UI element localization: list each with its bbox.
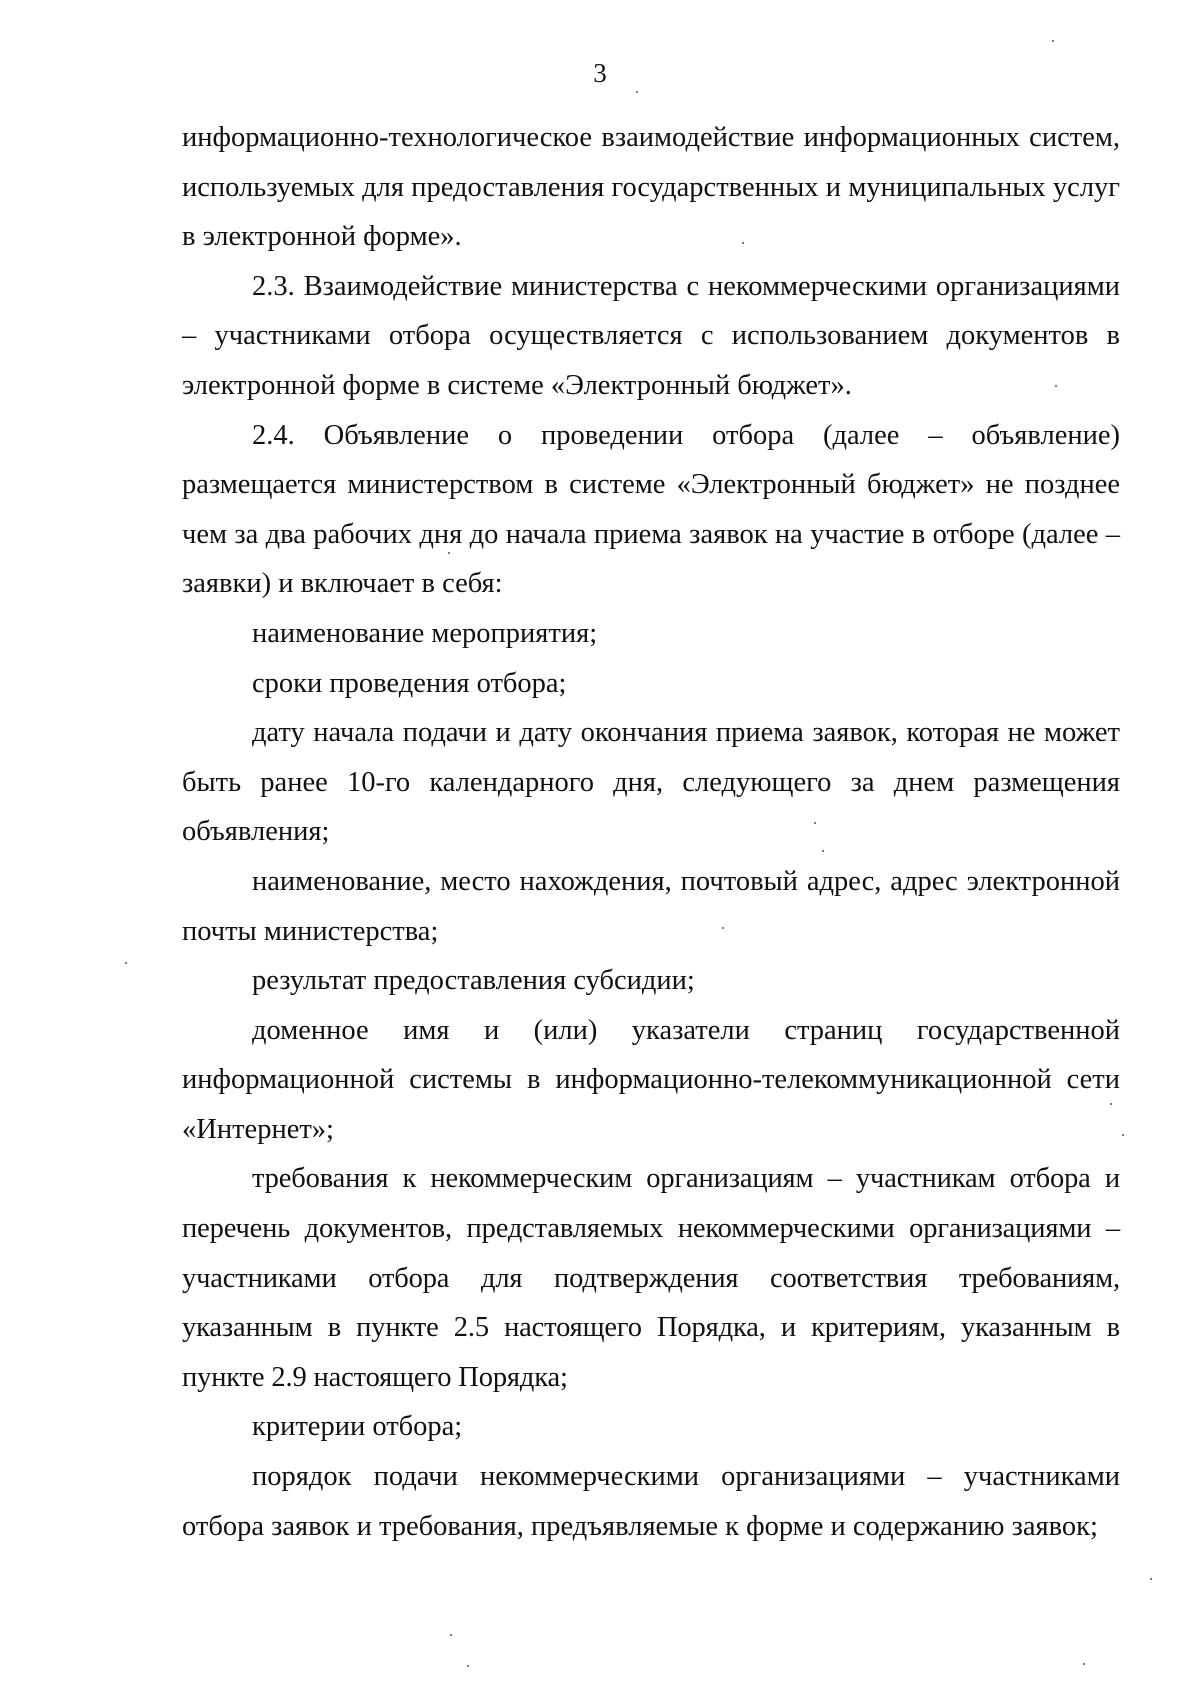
scan-speck bbox=[1122, 1134, 1124, 1136]
list-item-application-dates: дату начала подачи и дату окончания приема заявок, которая не может быть ранее 10-го календарного дня, следующего за днем размещения объявления; bbox=[182, 717, 1120, 848]
paragraph-continuation: информационно-технологическое взаимодействие информационных систем, используемых для предоставления государственных и муниципальных услуг в электронной форме». bbox=[182, 122, 1120, 253]
scan-speck bbox=[1055, 385, 1057, 387]
list-item-selection-dates: сроки проведения отбора; bbox=[252, 667, 567, 699]
scan-speck bbox=[822, 850, 824, 852]
scan-speck bbox=[125, 962, 127, 964]
list-item-ministry-contacts: наименование, место нахождения, почтовый адрес, адрес электронной почты министерства; bbox=[182, 865, 1120, 947]
list-item-participant-requirements: требования к некоммерческим организациям – участникам отбора и перечень документов, представляемых некоммерческими организациями – участниками отбора для подтверждения соответствия требованиям, указанным в пункте 2.5 настоящего Порядка, и критериям, указанным в пункте 2.9 настоящего Порядка; bbox=[182, 1163, 1120, 1393]
paragraph-2-3: 2.3. Взаимодействие министерства с некоммерческими организациями – участниками отбора осуществляется с использованием документов в электронной форме в системе «Электронный бюджет». bbox=[182, 270, 1120, 401]
scan-speck bbox=[1083, 1663, 1085, 1665]
scan-speck bbox=[722, 927, 724, 929]
page-number: 3 bbox=[593, 58, 607, 88]
scan-speck bbox=[450, 1634, 452, 1636]
scan-speck bbox=[1150, 1578, 1152, 1580]
list-item-subsidy-result: результат предоставления субсидии; bbox=[252, 965, 695, 997]
scan-speck bbox=[636, 91, 638, 93]
list-item-selection-criteria: критерии отбора; bbox=[252, 1411, 463, 1443]
scan-speck bbox=[448, 552, 450, 554]
document-body bbox=[182, 113, 1120, 1551]
scan-speck bbox=[814, 822, 816, 824]
list-item-domain-name: доменное имя и (или) указатели страниц государственной информационной системы в информационно-телекоммуникационной сети «Интернет»; bbox=[182, 1014, 1120, 1145]
list-item-event-name: наименование мероприятия; bbox=[252, 617, 598, 649]
list-item-submission-procedure: порядок подачи некоммерческими организациями – участниками отбора заявок и требования, предъявляемые к форме и содержанию заявок; bbox=[182, 1461, 1120, 1542]
paragraph-2-4: 2.4. Объявление о проведении отбора (далее – объявление) размещается министерством в системе «Электронный бюджет» не позднее чем за два рабочих дня до начала приема заявок на участие в отборе (далее – заявки) и включает в себя: bbox=[182, 419, 1120, 600]
scan-speck bbox=[1110, 1103, 1112, 1105]
scan-speck bbox=[1052, 40, 1054, 42]
scan-speck bbox=[742, 242, 744, 244]
scan-speck bbox=[467, 1665, 469, 1667]
